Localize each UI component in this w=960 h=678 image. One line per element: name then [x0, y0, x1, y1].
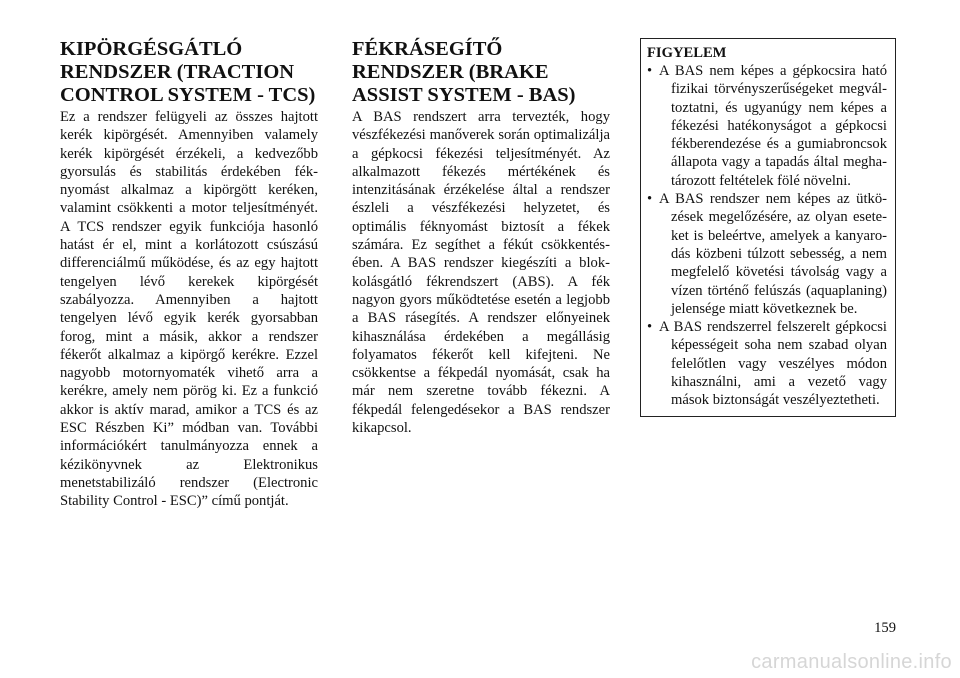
- tcs-section: [60, 38, 318, 511]
- tcs-heading: KIPÖRGÉSGÁTLÓ RENDSZER (TRACTION CONTROL SYSTEM - TCS): [60, 38, 316, 106]
- warning-item-text: A BAS nem képes a gépkocsira ható fizikai törvényszerűségeket megváltoztatni, és ugyanúgy nem képes a fékezési hatékonyságot a gépkocsi fékberendezése és a gumiabroncsok állapota vagy a tapadás által meghatározott feltételek fölé növelni.: [659, 63, 887, 189]
- warning-item-text: A BAS rendszerrel felszerelt gépkocsi képességeit soha nem szabad olyan felelőtlen vagy veszélyes módon kihasználni, ami a vezető vagy mások biztonságát veszélyeztetheti.: [659, 319, 887, 409]
- bas-heading: FÉKRÁSEGÍTŐ RENDSZER (BRAKE ASSIST SYSTEM - BAS): [352, 38, 576, 106]
- page-number: 159: [874, 620, 896, 636]
- bas-body: A BAS rendszert arra tervezték, hogy vészfékezési manőverek során optimalizálja a gépkocsi fékezési teljesítményét. Az alkalmazott fékezés mértékének és intenzitásának érzékelése által a rendszer észleli a vészfékezési helyzetet, és optimális féknyomást biztosít a fékek számára. Ez segíthet a fékút csökkentésében. A BAS rendszer kiegészíti a blokkolásgátló fékrendszert (ABS). A fék nagyon gyors működtetése esetén a legjobb a BAS rásegítés. A rendszer előnyeinek kihasználása érdekében a megállásig folyamatos fékerőt kell kifejteni. Ne csökkentse a fékpedál nyomását, csak ha már nem szeretne tovább fékezni. A fékpedál felengedésekor a BAS rendszer kikapcsol.: [352, 109, 610, 437]
- warning-item-text: A BAS rendszer nem képes az ütközések megelőzésére, az olyan eseteket is beleértve, amelyek a kanyarodás közbeni túlzott sebesség, a nem megfelelő követési távolság vagy a vízen történő felúszás (aquaplaning) jelensége miatt következnek be.: [659, 191, 887, 317]
- bullet-icon: •: [647, 319, 653, 336]
- bullet-icon: •: [647, 63, 653, 79]
- bas-section: [352, 38, 610, 437]
- watermark[interactable]: carmanualsonline.info: [751, 651, 952, 673]
- tcs-body: Ez a rendszer felügyeli az összes hajtott kerék kipörgését. Amennyiben valamely kerék kipörgését érzékeli, a kedvezőbb gyorsulás és stabilitás érdekében féknyomást alkalmaz a kipörgött keréken, valamint csökkenti a motor teljesítményét. A TCS rendszer egyik funkciója hasonló hatást ér el, mint a korlátozott csúszású differenciálmű működése, és az egy hajtott tengelyen lévő kerekek kipörgését szabályozza. Amennyiben a hajtott tengelyen lévő egyik kerék gyorsabban forog, mint a másik, akkor a rendszer fékerőt alkalmaz a kipörgő kerékre. Ezzel nagyobb motornyomaték vihető arra a kerékre, amely nem pörög ki. Ez a funkció akkor is aktív marad, amikor a TCS és az ESC Részben Ki” módban van. További információkért tanulmányozza ennek a kézikönyvnek az Elektronikus menetstabilizáló rendszer (Electronic Stability Control - ESC)” című pontját.: [60, 109, 318, 510]
- bullet-icon: •: [647, 191, 653, 208]
- warning-item: [647, 318, 887, 409]
- warning-list: [647, 62, 887, 410]
- warning-box: [640, 38, 896, 417]
- warning-item: [647, 62, 887, 190]
- warning-item: [647, 190, 887, 318]
- warning-title: FIGYELEM: [647, 45, 727, 61]
